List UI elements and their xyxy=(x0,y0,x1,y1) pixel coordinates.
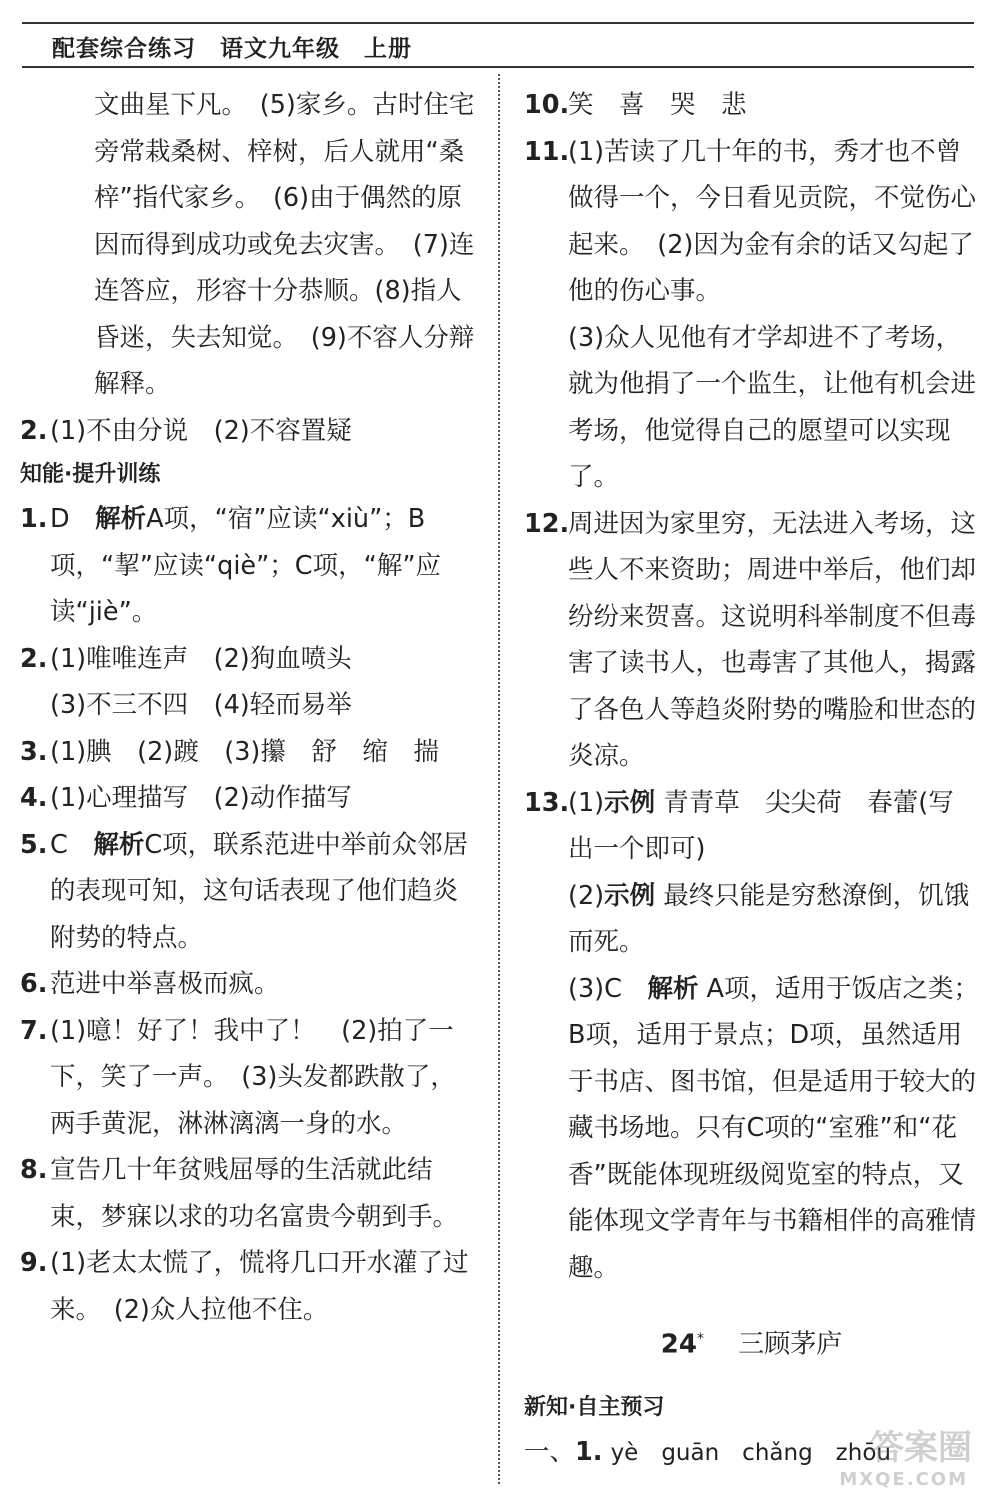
answer-9 xyxy=(20,1240,475,1333)
watermark-logo xyxy=(806,1420,976,1490)
header-top-rule xyxy=(22,22,974,24)
chapter-heading xyxy=(524,1319,979,1365)
pinyin-text: yè guān chǎng zhōu xyxy=(610,1439,891,1466)
answer-10 xyxy=(524,82,979,129)
right-column xyxy=(524,82,979,1476)
analysis-label: 解析 xyxy=(95,504,147,534)
answer-number: 7. xyxy=(20,1015,48,1046)
answer-text: 范进中举喜极而疯。 xyxy=(50,969,280,999)
answer-number: 1. xyxy=(575,1436,603,1467)
example-label: 示例 xyxy=(604,787,656,818)
sub-number: (1) xyxy=(568,787,605,818)
answer-paragraph xyxy=(568,873,979,966)
answer-7 xyxy=(20,1008,475,1148)
part-prefix: 一、 xyxy=(524,1436,576,1467)
answer-number: 4. xyxy=(20,783,48,813)
answer-paragraph: (3)众人见他有才学却进不了考场，就为他捐了一个监生，让他有机会进考场，他觉得自己的愿望可以实现了。 xyxy=(568,322,977,492)
watermark-url: MXQE.COM xyxy=(839,1469,968,1490)
analysis-label: 解析 xyxy=(93,829,145,860)
answer-text: 笑 喜 哭 悲 xyxy=(568,90,747,120)
answer-number: 10. xyxy=(524,90,570,120)
answer-analysis: C项，联系范进中举前众邻居的表现可知，这句话表现了他们趋炎附势的特点。 xyxy=(50,829,469,953)
answer-number: 9. xyxy=(20,1248,48,1278)
watermark-title: 答案圈 xyxy=(870,1428,972,1468)
answer-text: 宣告几十年贫贱屈辱的生活就此结束，梦寐以求的功名富贵今朝到手。 xyxy=(50,1155,459,1232)
answer-number: 11. xyxy=(524,136,570,167)
answer-number: 6. xyxy=(20,969,48,999)
section-heading-preview: 新知·自主预习 xyxy=(524,1394,665,1420)
answer-text: (1)心理描写 (2)动作描写 xyxy=(50,783,352,813)
answer-number: 12. xyxy=(524,508,570,539)
answer-1 xyxy=(20,496,475,636)
answer-number: 3. xyxy=(20,736,48,767)
example-label: 示例 xyxy=(604,880,656,911)
answer-2 xyxy=(20,636,475,729)
chapter-title: 三顾茅庐 xyxy=(738,1329,843,1360)
answer-text: A项，适用于饭店之类；B项，适用于景点；D项，虽然适用于书店、图书馆，但是适用于较大的藏书场地。只有C项的“室雅”和“花香”既能体现班级阅览室的特点，又能体现文学青年与书籍相伴的高雅情趣。 xyxy=(568,973,980,1283)
answer-text: (1)不由分说 (2)不容置疑 xyxy=(50,415,352,446)
analysis-label: 解析 xyxy=(647,973,699,1004)
answer-line: (3)不三不四 (4)轻而易举 xyxy=(50,690,352,720)
answer-5 xyxy=(20,822,475,962)
answer-paragraph: (1)苦读了几十年的书，秀才也不曾做得一个，今日看见贡院，不觉伤心起来。 (2)因为金有余的话又勾起了他的伤心事。 xyxy=(568,136,977,306)
sub-number: (3)C xyxy=(568,973,648,1004)
sub-number: (2) xyxy=(568,880,605,911)
answer-number: 2. xyxy=(20,415,48,446)
answer-line: (1)唯唯连声 (2)狗血喷头 xyxy=(50,643,352,674)
answer-text: 周进因为家里穷，无法进入考场，这些人不来资助；周进中举后，他们却纷纷来贺喜。这说明科举制度不但毒害了读书人，也毒害了其他人，揭露了各色人等趋炎附势的嘴脸和世态的炎凉。 xyxy=(568,508,977,771)
answer-13 xyxy=(524,780,979,1292)
answer-text: (1)腆 (2)踱 (3)攥 舒 缩 揣 xyxy=(50,736,439,767)
answer-analysis: A项，“宿”应读“xiù”；B项，“挈”应读“qiè”；C项，“解”应读“jiè”。 xyxy=(50,504,442,627)
left-column xyxy=(20,82,475,1333)
answer-2a xyxy=(20,408,475,455)
answer-number: 1. xyxy=(20,504,48,534)
answer-text: (1)噫！好了！我中了！ (2)拍了一下，笑了一声。 (3)头发都跌散了，两手黄泥，淋淋漓漓一身的水。 xyxy=(50,1015,456,1139)
answer-text: (1)老太太慌了，慌将几口开水灌了过来。 (2)众人拉他不住。 xyxy=(50,1248,469,1325)
answer-8 xyxy=(20,1147,475,1240)
answer-6 xyxy=(20,961,475,1008)
answer-paragraph xyxy=(568,966,979,1292)
answer-number: 13. xyxy=(524,787,570,818)
section-heading-practice: 知能·提升训练 xyxy=(20,462,161,487)
answer-text: 青青草 尖尖荷 春蕾(写出一个即可) xyxy=(568,787,954,864)
answer-continuation: 文曲星下凡。 (5)家乡。古时住宅旁常栽桑树、梓树，后人就用“桑梓”指代家乡。 (6)由于偶然的原因而得到成功或免去灾害。 (7)连连答应，形容十分恭顺。(8)指人昏迷，失去知觉。 (9)不容人分辩解释。 xyxy=(94,90,475,399)
answer-choice: C xyxy=(50,829,94,860)
answer-choice: D xyxy=(50,504,96,534)
answer-4 xyxy=(20,775,475,822)
column-divider xyxy=(498,74,500,1484)
chapter-mark: * xyxy=(696,1331,704,1347)
chapter-number: 24 xyxy=(660,1329,697,1360)
answer-11 xyxy=(524,129,979,501)
page-header-title: 配套综合练习 语文九年级 上册 xyxy=(52,36,412,62)
answer-paragraph xyxy=(568,780,979,873)
answer-3 xyxy=(20,729,475,776)
header-bottom-rule xyxy=(22,66,974,68)
answer-text: 最终只能是穷愁潦倒，饥饿而死。 xyxy=(568,880,970,957)
answer-number: 5. xyxy=(20,829,48,860)
answer-12 xyxy=(524,501,979,780)
answer-number: 8. xyxy=(20,1155,48,1185)
answer-number: 2. xyxy=(20,643,48,674)
